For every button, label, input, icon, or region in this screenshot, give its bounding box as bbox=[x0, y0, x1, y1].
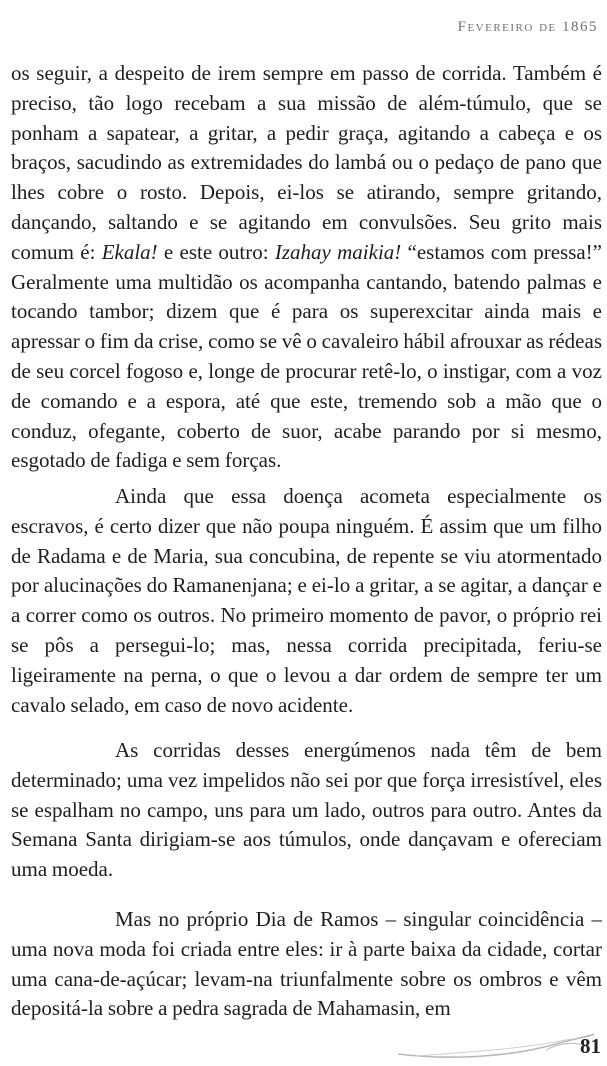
italic-term-ekala: Ekala! bbox=[101, 239, 158, 264]
paragraph-2 bbox=[11, 482, 602, 720]
paragraph-4 bbox=[11, 905, 602, 1024]
paragraph-3 bbox=[11, 736, 602, 885]
italic-term-izahay-maikia: Izahay maikia! bbox=[274, 239, 402, 264]
paragraph-1-text bbox=[11, 59, 602, 476]
footer-swirl-ornament bbox=[396, 1030, 596, 1060]
paragraph-4-text: Mas no próprio Dia de Ramos – singular coincidência – uma nova moda foi criada entre eles: ir à parte baixa da cidade, cortar uma cana-de-açúcar; levam-na triunfalmente sobre os ombros e vêm depositá-la sobre a pedra sagrada de Mahamasin, em bbox=[11, 907, 602, 1021]
paragraph-3-text: As corridas desses energúmenos nada têm de bem determinado; uma vez impelidos não sei por que força irresistível, eles se espalham no campo, uns para um lado, outros para outro. Antes da Semana Santa dirigiam-se aos túmulos, onde dançavam e ofereciam uma moeda. bbox=[11, 738, 602, 882]
paragraph-1-part-a: os seguir, a despeito de irem sempre em passo de corrida. Também é preciso, tão logo recebam a sua missão de além-túmulo, que se ponham a sapatear, a gritar, a pedir graça, agitando a cabeça e os braços, sacudindo as extremidades do lambá ou o pedaço de pano que lhes cobre o rosto. Depois, ei-los se atirando, sempre gritando, dançando, saltando e se agitando em convulsões. Seu grito mais comum é: bbox=[11, 61, 602, 264]
page-number: 81 bbox=[580, 1034, 601, 1058]
paragraph-1-part-b: e este outro: bbox=[157, 239, 275, 264]
paragraph-1-part-c: “estamos com pressa!” Geralmente uma multidão os acompanha cantando, batendo palmas e tocando tambor; dizem que é para os superexcitar ainda mais e apressar o fim da crise, como se vê o cavaleiro hábil afrouxar as rédeas de seu corcel fogoso e, longe de procurar retê-lo, o instigar, com a voz de comando e a espora, até que este, tremendo sob a mão que o conduz, ofegante, coberto de suor, acabe parando por si mesmo, esgotado de fadiga e sem forças. bbox=[11, 239, 602, 473]
paragraph-1 bbox=[11, 59, 602, 476]
running-header: Fevereiro de 1865 bbox=[457, 19, 598, 35]
paragraph-2-text: Ainda que essa doença acometa especialmente os escravos, é certo dizer que não poupa ninguém. É assim que um filho de Radama e de Maria, sua concubina, de repente se viu atormentado por alucinações do Ramanenjana; e ei-lo a gritar, a se agitar, a dançar e a correr como os outros. No primeiro momento de pavor, o próprio rei se pôs a persegui-lo; mas, nessa corrida precipitada, feriu-se ligeiramente na perna, o que o levou a dar ordem de sempre ter um cavalo selado, em caso de novo acidente. bbox=[11, 484, 602, 717]
